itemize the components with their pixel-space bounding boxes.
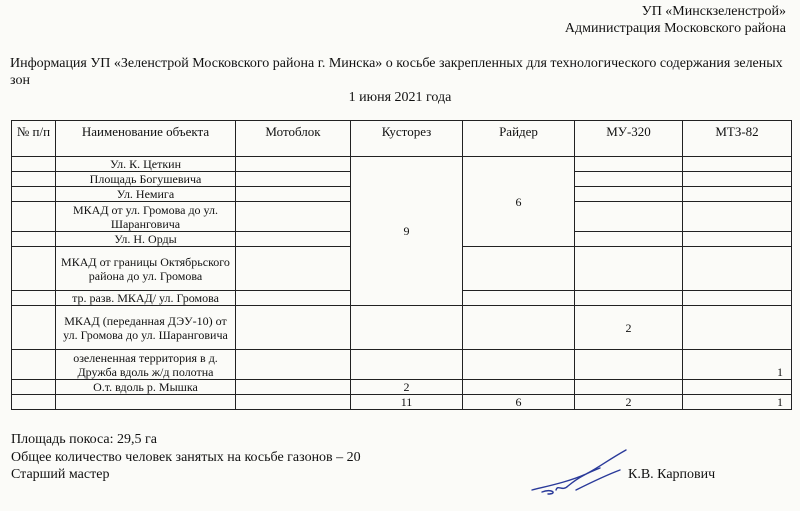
col-header-motoblok: Мотоблок (236, 121, 351, 157)
col-header-mu320: МУ-320 (575, 121, 683, 157)
table-row (12, 380, 792, 395)
org-administration: Администрация Московского района (564, 21, 786, 36)
table-row (12, 350, 792, 380)
col-header-number: № п/п (12, 121, 56, 157)
object-name: Ул. Немига (56, 187, 236, 202)
object-name: МКАД (переданная ДЭУ-10) от ул. Громова до ул. Шаранговича (56, 306, 236, 350)
object-name: Ул. К. Цеткин (56, 157, 236, 172)
document-date: 1 июня 2021 года (348, 90, 452, 105)
signer-position: Старший мастер (11, 467, 110, 482)
mu320-value: 2 (575, 306, 683, 350)
total-mtz82: 1 (683, 395, 792, 410)
object-name: Ул. Н. Орды (56, 232, 236, 247)
col-header-kustorez: Кусторез (351, 121, 463, 157)
table-header-row (12, 121, 792, 157)
col-header-object: Наименование объекта (56, 121, 236, 157)
col-header-raider: Райдер (463, 121, 575, 157)
org-name: УП «Минскзеленстрой» (641, 4, 786, 19)
object-name: МКАД от ул. Громова до ул. Шаранговича (56, 202, 236, 232)
kustorez-group-value: 9 (351, 157, 463, 306)
total-kustorez: 11 (351, 395, 463, 410)
mtz82-value: 1 (683, 350, 792, 380)
object-name: тр. разв. МКАД/ ул. Громова (56, 291, 236, 306)
table-row (12, 306, 792, 350)
object-name: Площадь Богушевича (56, 172, 236, 187)
total-mu320: 2 (575, 395, 683, 410)
object-name: МКАД от границы Октябрьского района до ул. Громова (56, 247, 236, 291)
object-name: озелененная территория в д. Дружба вдоль ж/д полотна (56, 350, 236, 380)
workers-count: Общее количество человек занятых на косьбе газонов – 20 (11, 450, 361, 465)
signature-image (528, 446, 638, 498)
mowing-table (11, 120, 792, 410)
object-name: О.т. вдоль р. Мышка (56, 380, 236, 395)
raider-group-value: 6 (463, 157, 575, 247)
document-title: Информация УП «Зеленстрой Московского района г. Минска» о косьбе закрепленных для технологического содержания зеленых зон (10, 56, 783, 88)
total-raider: 6 (463, 395, 575, 410)
signer-name: К.В. Карпович (628, 467, 716, 482)
mowing-area: Площадь покоса: 29,5 га (11, 432, 157, 447)
col-header-mtz82: МТЗ-82 (683, 121, 792, 157)
kustorez-last-value: 2 (351, 380, 463, 395)
totals-row (12, 395, 792, 410)
table-row (12, 157, 792, 172)
